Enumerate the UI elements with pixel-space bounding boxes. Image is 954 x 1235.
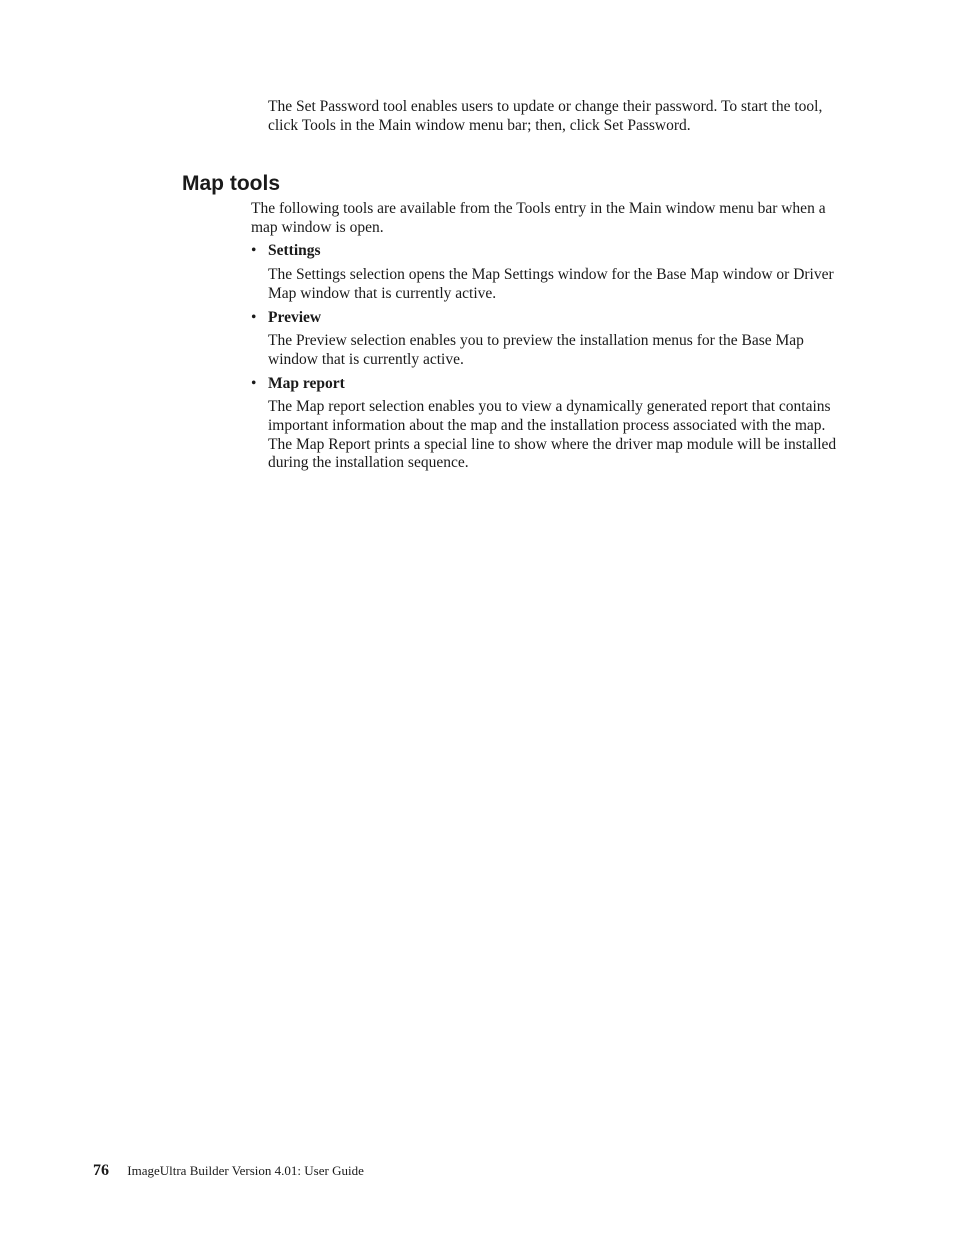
section-body — [251, 200, 843, 473]
section-intro-paragraph: The following tools are available from the Tools entry in the Main window menu bar when a map window is open. — [251, 200, 826, 236]
page-number: 76 — [93, 1162, 109, 1179]
tool-name-preview: Preview — [268, 308, 322, 326]
intro-paragraph: The Set Password tool enables users to update or change their password. To start the tool, click Tools in the Main window menu bar; then, click Set Password. — [268, 98, 823, 134]
bullet-icon: • — [251, 374, 257, 392]
page-footer — [93, 1161, 364, 1181]
tool-list — [251, 242, 843, 473]
tool-name-map-report: Map report — [268, 374, 345, 392]
list-item-map-report — [251, 375, 843, 474]
list-item-preview — [251, 309, 843, 370]
tool-description-settings: The Settings selection opens the Map Settings window for the Base Map window or Driver Map window that is currently active. — [268, 266, 834, 302]
bullet-icon: • — [251, 308, 257, 326]
tool-description-map-report: The Map report selection enables you to view a dynamically generated report that contains important information about the map and the installation process associated with the map. The Map Report prints a special line to show where the driver map module will be installed during the installation sequence. — [268, 398, 837, 472]
bullet-icon: • — [251, 242, 257, 260]
section-heading: Map tools — [182, 172, 280, 195]
list-item-settings — [251, 242, 843, 303]
tool-description-preview: The Preview selection enables you to preview the installation menus for the Base Map window that is currently active. — [268, 332, 804, 368]
book-title: ImageUltra Builder Version 4.01: User Guide — [127, 1163, 364, 1178]
tool-name-settings: Settings — [268, 242, 321, 260]
